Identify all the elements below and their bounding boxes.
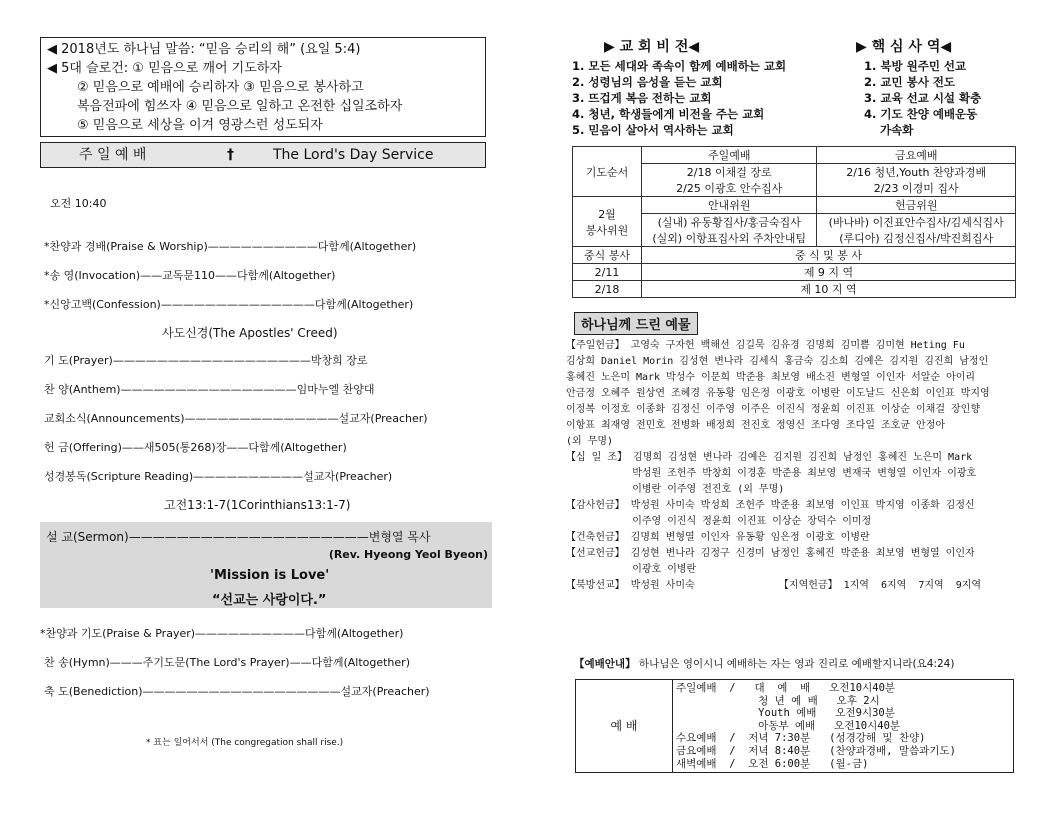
order-item: 헌 금(Offering)——새505(통268)장——다함께(Altogether) bbox=[44, 441, 347, 454]
sermon-box bbox=[40, 522, 492, 608]
sermon-preacher-en: (Rev. Hyeong Yeol Byeon) bbox=[328, 548, 488, 561]
motto-box bbox=[40, 37, 486, 137]
worship-times-box bbox=[575, 679, 1014, 773]
motto-line: ⑤ 믿음으로 세상을 이겨 영광스런 성도되자 bbox=[77, 118, 323, 133]
worship-guide-label: 【예배안내】 bbox=[574, 658, 636, 670]
worship-time-line: Youth 예배 오전9시30분 bbox=[676, 707, 895, 720]
motto-line: ② 믿음으로 예배에 승리하자 ③ 믿음으로 봉사하고 bbox=[77, 80, 364, 95]
creed-label: 사도신경(The Apostles' Creed) bbox=[162, 326, 338, 340]
worship-time-line: 금요예배 / 저녁 8:40분 (찬양과경배, 말씀과기도) bbox=[676, 744, 956, 757]
sermon-title-en: 'Mission is Love' bbox=[210, 568, 330, 583]
prayer-label: 기도순서 bbox=[573, 147, 642, 197]
motto-line: ◀ 2018년도 하나님 말씀: “믿음 승리의 해” (요일 5:4) bbox=[47, 42, 361, 57]
worship-box-label: 예 배 bbox=[576, 680, 673, 772]
lunch-date: 2/11 bbox=[573, 264, 642, 281]
order-item: 기 도(Prayer)——————————————————박창희 장로 bbox=[44, 354, 368, 367]
vision-item: 3. 뜨겁게 복음 전하는 교회 bbox=[572, 91, 712, 105]
vision-item: 4. 청년, 학생들에게 비전을 주는 교회 bbox=[572, 107, 765, 121]
worship-time-line: 청 년 예 배 오후 2시 bbox=[676, 694, 880, 707]
sunday-prayer: 2/25 이광호 안수집사 bbox=[642, 180, 817, 197]
offering-line: 【선교헌금】 김성현 변나라 김정구 신경미 남정인 홍혜진 박준용 최보영 변형열 이인자 bbox=[566, 548, 975, 559]
offering-line: 이병란 이주영 전진호 (외 무명) bbox=[566, 484, 785, 495]
worship-time-line: 새벽예배 / 오전 6:00분 (월-금) bbox=[676, 757, 869, 770]
sunday-header: 주일예배 bbox=[642, 147, 817, 164]
friday-prayer: 2/16 청년,Youth 찬양과경배 bbox=[817, 164, 1016, 181]
order-item: 찬 송(Hymn)———주기도문(The Lord's Prayer)——다함께(Altogether) bbox=[44, 656, 410, 669]
offering-line: 안금정 오혜주 원상연 조혜경 유동황 임은정 이광호 이병란 이도날드 신은희 이인표 박지영 bbox=[566, 388, 990, 399]
offering-line: 김상희 Daniel Morin 김성현 변나라 김세식 홍금숙 김소희 김예은 김지원 김진희 남정인 bbox=[566, 356, 989, 367]
usher-cell: (실외) 이항표집사외 주차안내팀 bbox=[642, 230, 817, 247]
core-list bbox=[864, 58, 981, 138]
worship-times bbox=[676, 682, 956, 770]
vision-item: 5. 믿음이 살아서 역사하는 교회 bbox=[572, 123, 734, 137]
offering-cell: (바나바) 이진표안수집사/김세식집사 bbox=[817, 214, 1016, 231]
sunday-prayer: 2/18 이채걸 장로 bbox=[642, 164, 817, 181]
vision-item: 1. 모든 세대와 족속이 함께 예배하는 교회 bbox=[572, 59, 787, 73]
offering-line: 【감사헌금】 박성원 사미숙 박성희 조헌주 박준용 최보영 이인표 박지영 이종화 김정신 bbox=[566, 500, 975, 511]
offering-cell: (루디아) 김정신집사/박진희집사 bbox=[817, 230, 1016, 247]
order-item: 찬 양(Anthem)————————————————임마누엘 찬양대 bbox=[44, 383, 375, 396]
vision-title: ▶ 교 회 비 전◀ bbox=[604, 39, 700, 55]
service-title-bar bbox=[40, 142, 486, 168]
friday-header: 금요예배 bbox=[817, 147, 1016, 164]
order-item: *송 영(Invocation)——교독문110——다함께(Altogether) bbox=[44, 269, 336, 282]
order-item: *찬양과 경배(Praise & Worship)——————————다함께(Altogether) bbox=[44, 240, 417, 253]
sermon-title-ko: “선교는 사랑이다.” bbox=[212, 593, 327, 608]
offering-line: 이항표 최재영 전민호 전병화 배정희 전진호 정영신 조다영 조다일 조호균 안정아 bbox=[566, 420, 945, 431]
core-item: 3. 교육 선교 시설 확충 bbox=[864, 91, 982, 105]
stand-note: * 표는 일어서서 (The congregation shall rise.) bbox=[146, 738, 344, 748]
order-item: *찬양과 기도(Praise & Prayer)——————————다함께(Altogether) bbox=[40, 627, 404, 640]
usher-header: 안내위원 bbox=[642, 197, 817, 214]
scripture-ref: 고전13:1-7(1Corinthians13:1-7) bbox=[164, 498, 351, 512]
offering-line: 박성원 조헌주 박창희 이경훈 박준용 최보영 변재국 변형열 이인자 이광호 bbox=[566, 468, 977, 479]
vision-item: 2. 성령님의 음성을 듣는 교회 bbox=[572, 75, 723, 89]
order-item: 축 도(Benediction)——————————————————설교자(Preacher) bbox=[44, 685, 430, 698]
offering-line: 이정복 이정호 이종화 김정신 이주영 이주은 이진식 정윤희 이진표 이상순 이채걸 장인향 bbox=[566, 404, 980, 415]
service-title-ko: 주 일 예 배 bbox=[79, 147, 147, 163]
usher-cell: (실내) 유동황집사/홍금숙집사 bbox=[642, 214, 817, 231]
offering-line: 【십 일 조】 김명희 김성현 변나라 김예은 김지원 김진희 남정인 홍혜진 노은미 Mark bbox=[566, 452, 973, 463]
offering-line: 【주일헌금】 고영숙 구자헌 백해선 김길묵 김유경 김명희 김미쁨 김미현 Heting Fu bbox=[566, 340, 965, 351]
offerings-list bbox=[566, 338, 1036, 594]
offering-header: 헌금위원 bbox=[817, 197, 1016, 214]
month-label: 2월 bbox=[598, 207, 616, 221]
worship-time-line: 아동부 예배 오전10시40분 bbox=[676, 719, 901, 732]
lunch-header-left: 중식 봉사 bbox=[573, 247, 642, 264]
service-title-en: The Lord's Day Service bbox=[273, 147, 434, 163]
core-item: 가속화 bbox=[880, 123, 914, 137]
worship-time-line: 주일예배 / 대 예 배 오전10시40분 bbox=[676, 682, 896, 694]
offering-line: 이광호 이병란 bbox=[566, 564, 697, 575]
motto-line: ◀ 5대 슬로건: ① 믿음으로 깨어 기도하자 bbox=[47, 61, 282, 76]
offering-line: (외 무명) bbox=[566, 436, 614, 447]
lunch-value: 제 9 지 역 bbox=[642, 264, 1016, 281]
sermon-line: 설 교(Sermon)————————————————————변형열 목사 bbox=[46, 530, 431, 544]
offerings-title: 하나님께 드린 예물 bbox=[574, 312, 698, 335]
order-item: *신앙고백(Confession)——————————————다함께(Altogether) bbox=[44, 298, 414, 311]
core-item: 2. 교민 봉사 전도 bbox=[864, 75, 956, 89]
offering-line: 【건축헌금】 김명희 변형열 이인자 유동황 임은정 이광호 이병란 bbox=[566, 532, 870, 543]
worship-guide-text bbox=[574, 656, 954, 671]
motto-line: 복음전파에 힘쓰자 ④ 믿음으로 일하고 온전한 십일조하자 bbox=[77, 99, 403, 114]
offering-line: 홍혜진 노은미 Mark 박성수 이문희 박준용 최보영 배소진 변형열 이인자 서알순 아이리 bbox=[566, 372, 976, 383]
worship-guide-verse: 하나님은 영이시니 예배하는 자는 영과 진리로 예배할지니라(요4:24) bbox=[638, 658, 955, 670]
offering-line: 이주영 이진식 정윤희 이진표 이상순 장덕수 이미정 bbox=[566, 516, 872, 527]
service-committee-label bbox=[573, 197, 642, 247]
lunch-header-right: 중 식 및 봉 사 bbox=[642, 247, 1016, 264]
lunch-date: 2/18 bbox=[573, 281, 642, 298]
friday-prayer: 2/23 이경미 집사 bbox=[817, 180, 1016, 197]
schedule-table bbox=[572, 146, 1016, 298]
order-item: 교회소식(Announcements)——————————————설교자(Preacher) bbox=[44, 412, 428, 425]
offering-line: 【북방선교】 박성원 사미숙 【지역헌금】 1지역 6지역 7지역 9지역 bbox=[566, 580, 982, 591]
core-item: 1. 북방 원주민 선교 bbox=[864, 59, 967, 73]
order-item: 성경봉독(Scripture Reading)——————————설교자(Preacher) bbox=[44, 470, 393, 483]
service-time: 오전 10:40 bbox=[50, 197, 107, 210]
lunch-value: 제 10 지 역 bbox=[642, 281, 1016, 298]
worship-time-line: 수요예배 / 저녁 7:30분 (성경강해 및 찬양) bbox=[676, 732, 926, 745]
core-item: 4. 기도 찬양 예배운동 bbox=[864, 107, 978, 121]
vision-list bbox=[572, 58, 786, 138]
cross-icon: † bbox=[227, 147, 234, 163]
service-label: 봉사위원 bbox=[585, 223, 629, 237]
core-title: ▶ 핵 심 사 역◀ bbox=[856, 39, 952, 55]
